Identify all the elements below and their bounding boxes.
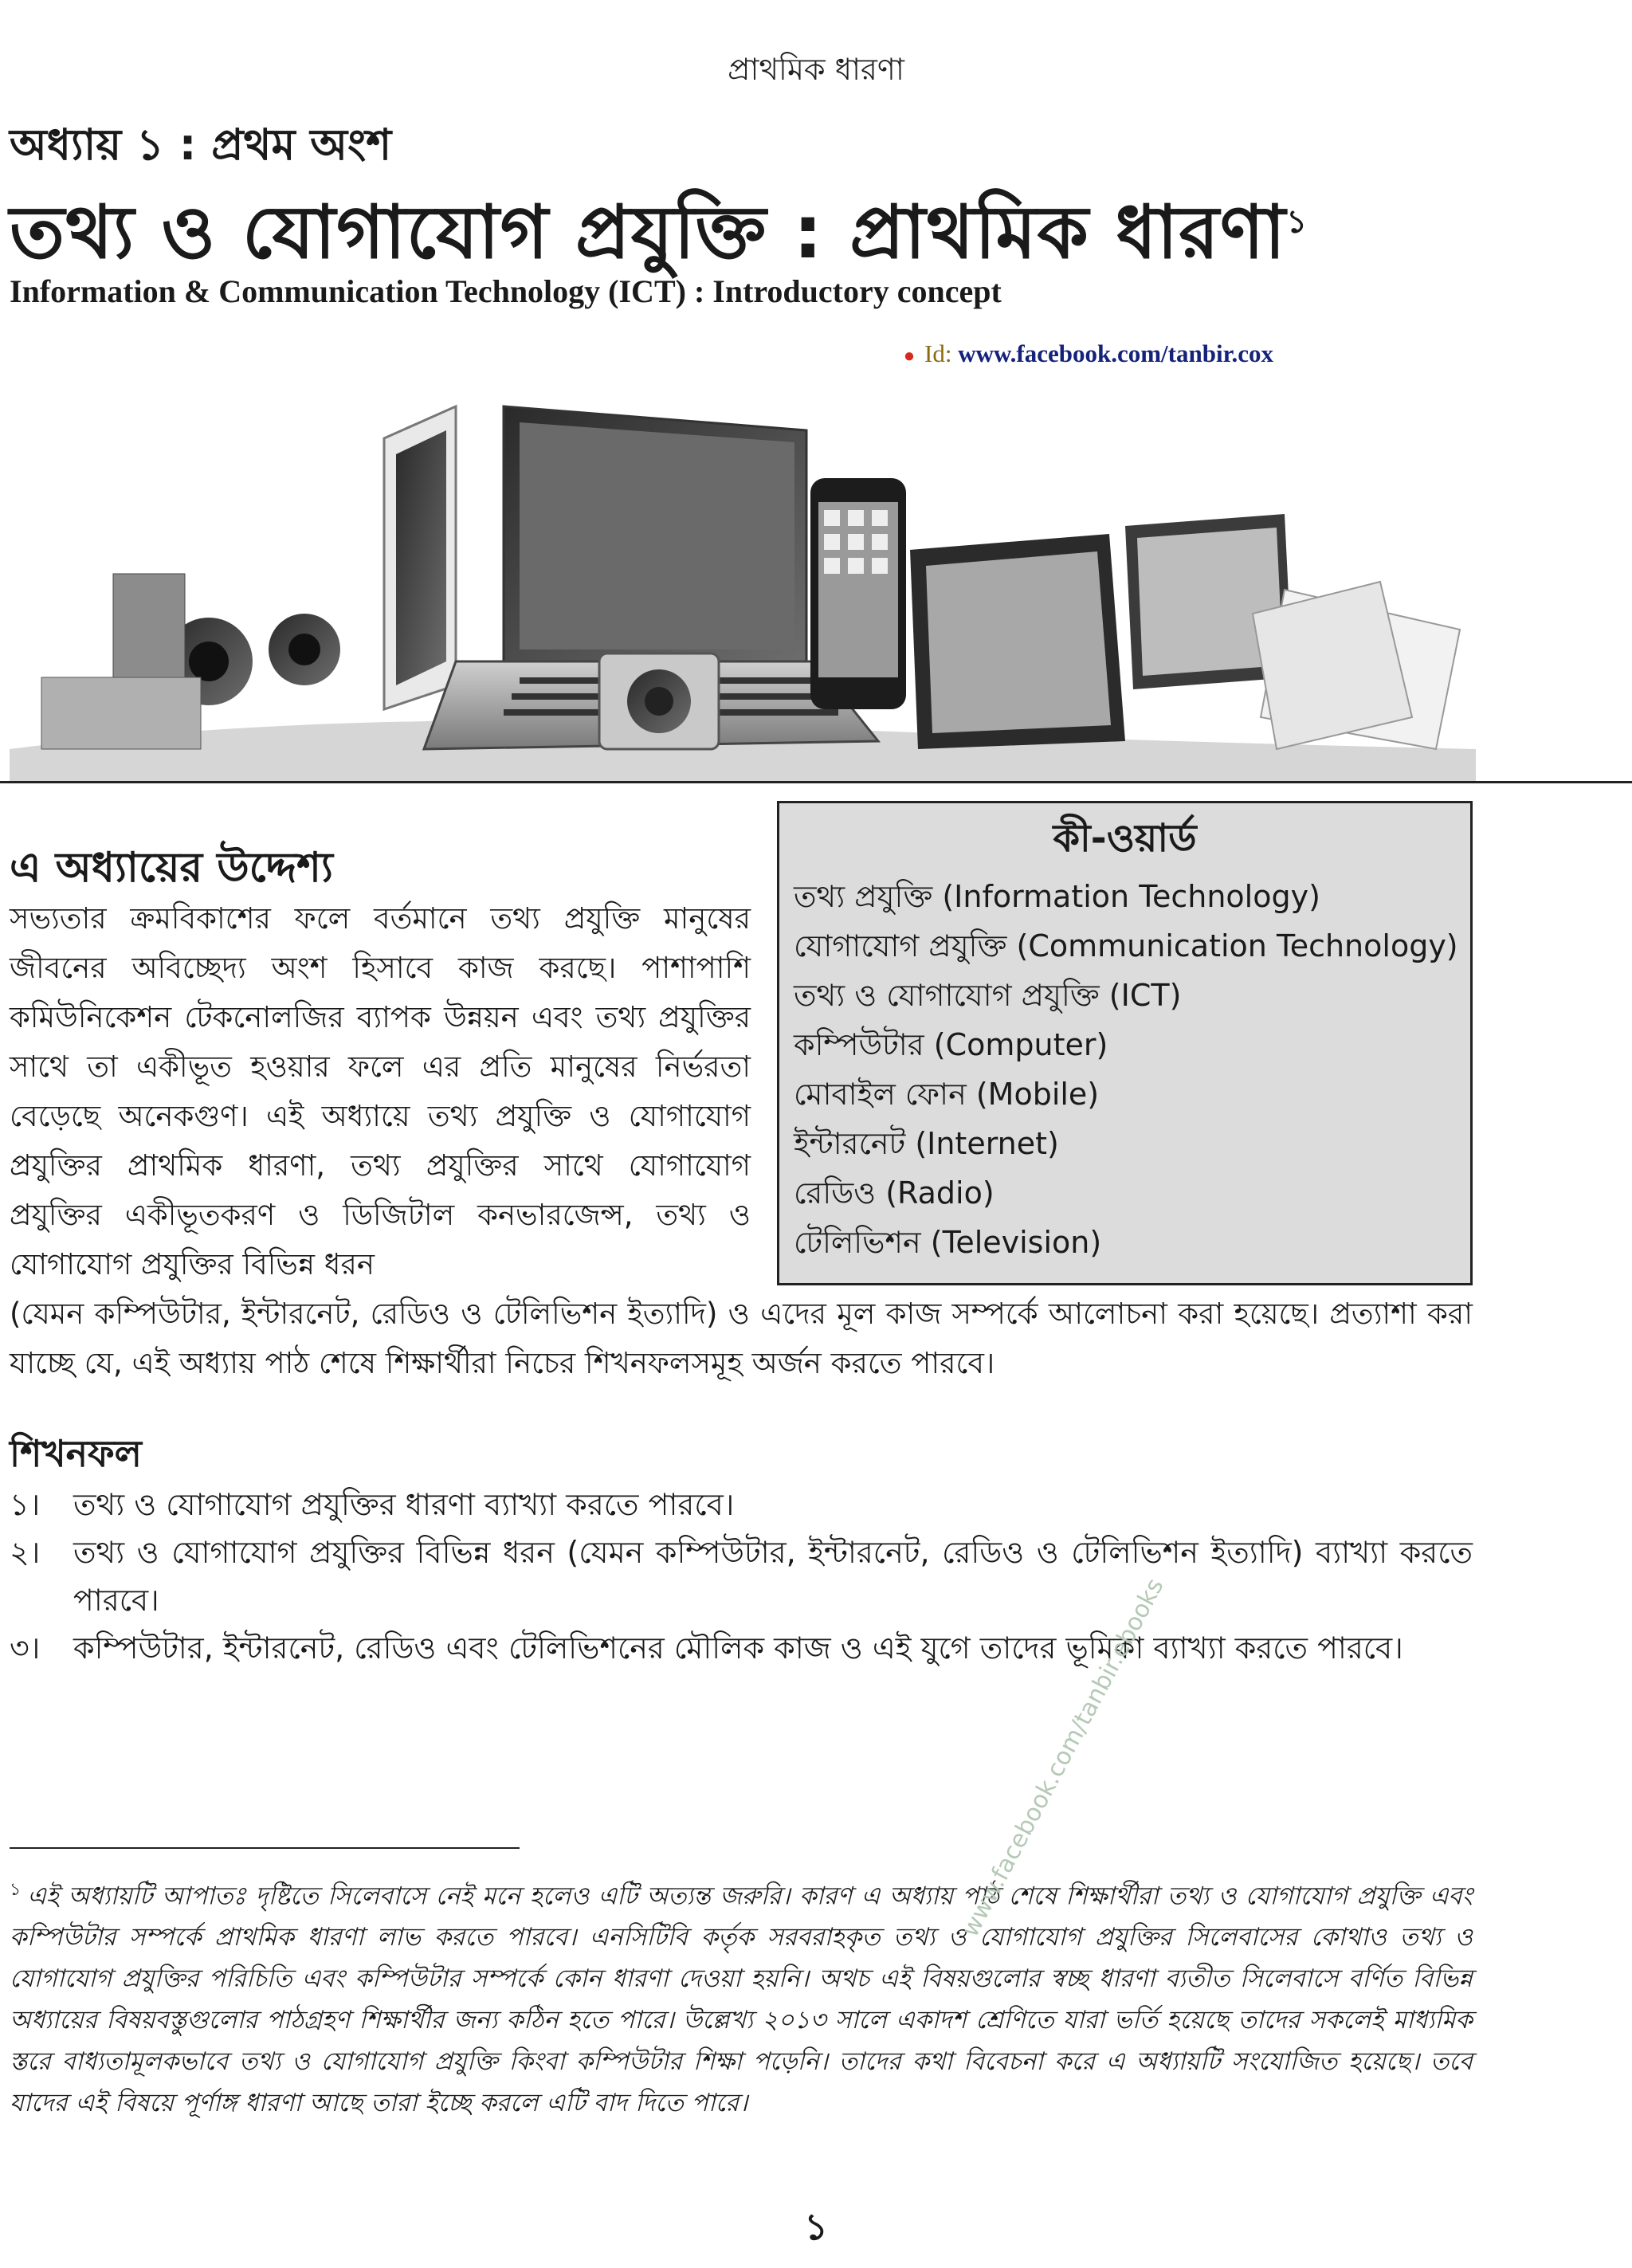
outcome-number: ৩।	[10, 1630, 41, 1666]
keyword-item: টেলিভিশন (Television)	[794, 1225, 1102, 1260]
smartphone	[810, 478, 906, 709]
chapter-label: অধ্যায় ১ : প্রথম অংশ	[10, 120, 392, 170]
english-title: Information & Communication Technology (ICT) : Introductory concept	[10, 273, 1002, 309]
objectives-paragraph: সভ্যতার ক্রমবিকাশের ফলে বর্তমানে তথ্য প্রযুক্তি মানুষের জীবনের অবিচ্ছেদ্য অংশ হিসাবে কাজ করছে। পাশাপাশি কমিউনিকেশন টেকনোলজির ব্যাপক উন্নয়ন এবং তথ্য প্রযুক্তির সাথে তা একীভূত হওয়ার ফলে এর প্রতি মানুষের নির্ভরতা বেড়েছে অনেকগুণ। এই অধ্যায়ে তথ্য প্রযুক্তি ও যোগাযোগ প্রযুক্তির প্রাথমিক ধারণা, তথ্য প্রযুক্তির সাথে যোগাযোগ প্রযুক্তির একীভূতকরণ ও ডিজিটাল কনভারজেন্স, তথ্য ও যোগাযোগ প্রযুক্তির বিভিন্ন ধরন	[10, 901, 751, 1281]
keyword-item: ইন্টারনেট (Internet)	[794, 1126, 1059, 1161]
footnote	[10, 1870, 1473, 2124]
contact-id-row	[899, 335, 1324, 375]
outcome-text: তথ্য ও যোগাযোগ প্রযুক্তির বিভিন্ন ধরন (যেমন কম্পিউটার, ইন্টারনেট, রেডিও ও টেলিভিশন ইত্যাদি) ব্যাখ্যা করতে পারবে।	[73, 1535, 1473, 1618]
keyword-item: রেডিও (Radio)	[794, 1175, 994, 1211]
contact-id-label: Id:	[924, 339, 952, 367]
running-head: প্রাথমিক ধারণা	[728, 52, 904, 87]
section-divider	[0, 781, 1632, 783]
footnote-divider	[10, 1847, 520, 1849]
outcomes-list	[10, 1481, 1473, 1672]
imac-monitor	[384, 406, 456, 709]
watermark: www.facebook.com/tanbir.ebooks	[956, 1573, 1170, 1942]
objectives-heading: এ অধ্যায়ের উদ্দেশ্য	[10, 844, 333, 892]
devices-illustration	[10, 375, 1476, 781]
outcome-text: কম্পিউটার, ইন্টারনেট, রেডিও এবং টেলিভিশনের মৌলিক কাজ ও এই যুগে তাদের ভূমিকা ব্যাখ্যা করতে পারবে।	[73, 1630, 1403, 1666]
outcome-number: ১।	[10, 1487, 41, 1522]
outcome-text: তথ্য ও যোগাযোগ প্রযুক্তির ধারণা ব্যাখ্যা করতে পারবে।	[73, 1487, 735, 1522]
outcome-item	[10, 1528, 1473, 1624]
keyword-item: মোবাইল ফোন (Mobile)	[794, 1077, 1100, 1112]
keyword-item: তথ্য ও যোগাযোগ প্রযুক্তি (ICT)	[794, 978, 1182, 1013]
keyword-box	[777, 801, 1473, 1285]
user-icon: ●	[903, 346, 916, 367]
keyword-item: তথ্য প্রযুক্তি (Information Technology)	[794, 879, 1320, 914]
outcomes-heading: শিখনফল	[10, 1432, 142, 1475]
keyword-item: কম্পিউটার (Computer)	[794, 1027, 1108, 1062]
contact-id-link[interactable]: www.facebook.com/tanbir.cox	[958, 339, 1273, 367]
keyword-box-title: কী-ওয়ার্ড	[1053, 816, 1197, 861]
page-title-text: তথ্য ও যোগাযোগ প্রযুক্তি : প্রাথমিক ধারণা	[10, 190, 1287, 275]
objectives-paragraph-continued: (যেমন কম্পিউটার, ইন্টারনেট, রেডিও ও টেলিভিশন ইত্যাদি) ও এদের মূল কাজ সম্পর্কে আলোচনা করা হয়েছে। প্রত্যাশা করা যাচ্ছে যে, এই অধ্যায় পাঠ শেষে শিক্ষার্থীরা নিচের শিখনফলসমূহ অর্জন করতে পারবে।	[10, 1297, 1473, 1380]
footnote-mark: ১	[10, 1880, 22, 1900]
outcome-item	[10, 1481, 1473, 1528]
title-footnote-mark: ১	[1286, 203, 1308, 241]
page-number: ১	[804, 2205, 828, 2248]
outcome-item	[10, 1624, 1473, 1672]
outcome-number: ২।	[10, 1535, 41, 1570]
tablet	[910, 534, 1125, 749]
footnote-text: এই অধ্যায়টি আপাতঃ দৃষ্টিতে সিলেবাসে নেই মনে হলেও এটি অত্যন্ত জরুরি। কারণ এ অধ্যায় পাঠ শেষে শিক্ষার্থীরা তথ্য ও যোগাযোগ প্রযুক্তি এবং কম্পিউটার সম্পর্কে প্রাথমিক ধারণা লাভ করতে পারবে। এনসিটিবি কর্তৃক সরবরাহকৃত তথ্য ও যোগাযোগ প্রযুক্তির সিলেবাসের কোথাও তথ্য ও যোগাযোগ প্রযুক্তির পরিচিতি এবং কম্পিউটার সম্পর্কে কোন ধারণা দেওয়া হয়নি। অথচ এই বিষয়গুলোর স্বচ্ছ ধারণা ব্যতীত সিলেবাসে বর্ণিত বিভিন্ন অধ্যায়ের বিষয়বস্তুগুলোর পাঠগ্রহণ শিক্ষার্থীর জন্য কঠিন হতে পারে। উল্লেখ্য ২০১৩ সালে একাদশ শ্রেণিতে যারা ভর্তি হয়েছে তাদের সকলেই মাধ্যমিক স্তরে বাধ্যতামূলকভাবে তথ্য ও যোগাযোগ প্রযুক্তি কিংবা কম্পিউটার শিক্ষা পড়েনি। তাদের কথা বিবেচনা করে এ অধ্যায়টি সংযোজিত হয়েছে। তবে যাদের এই বিষয়ে পূর্ণাঙ্গ ধারণা আছে তারা ইচ্ছে করলে এটি বাদ দিতে পারে।	[10, 1881, 1473, 2118]
keyword-item: যোগাযোগ প্রযুক্তি (Communication Technology)	[794, 928, 1458, 963]
camera	[599, 653, 719, 749]
keyword-list	[794, 872, 1458, 1267]
